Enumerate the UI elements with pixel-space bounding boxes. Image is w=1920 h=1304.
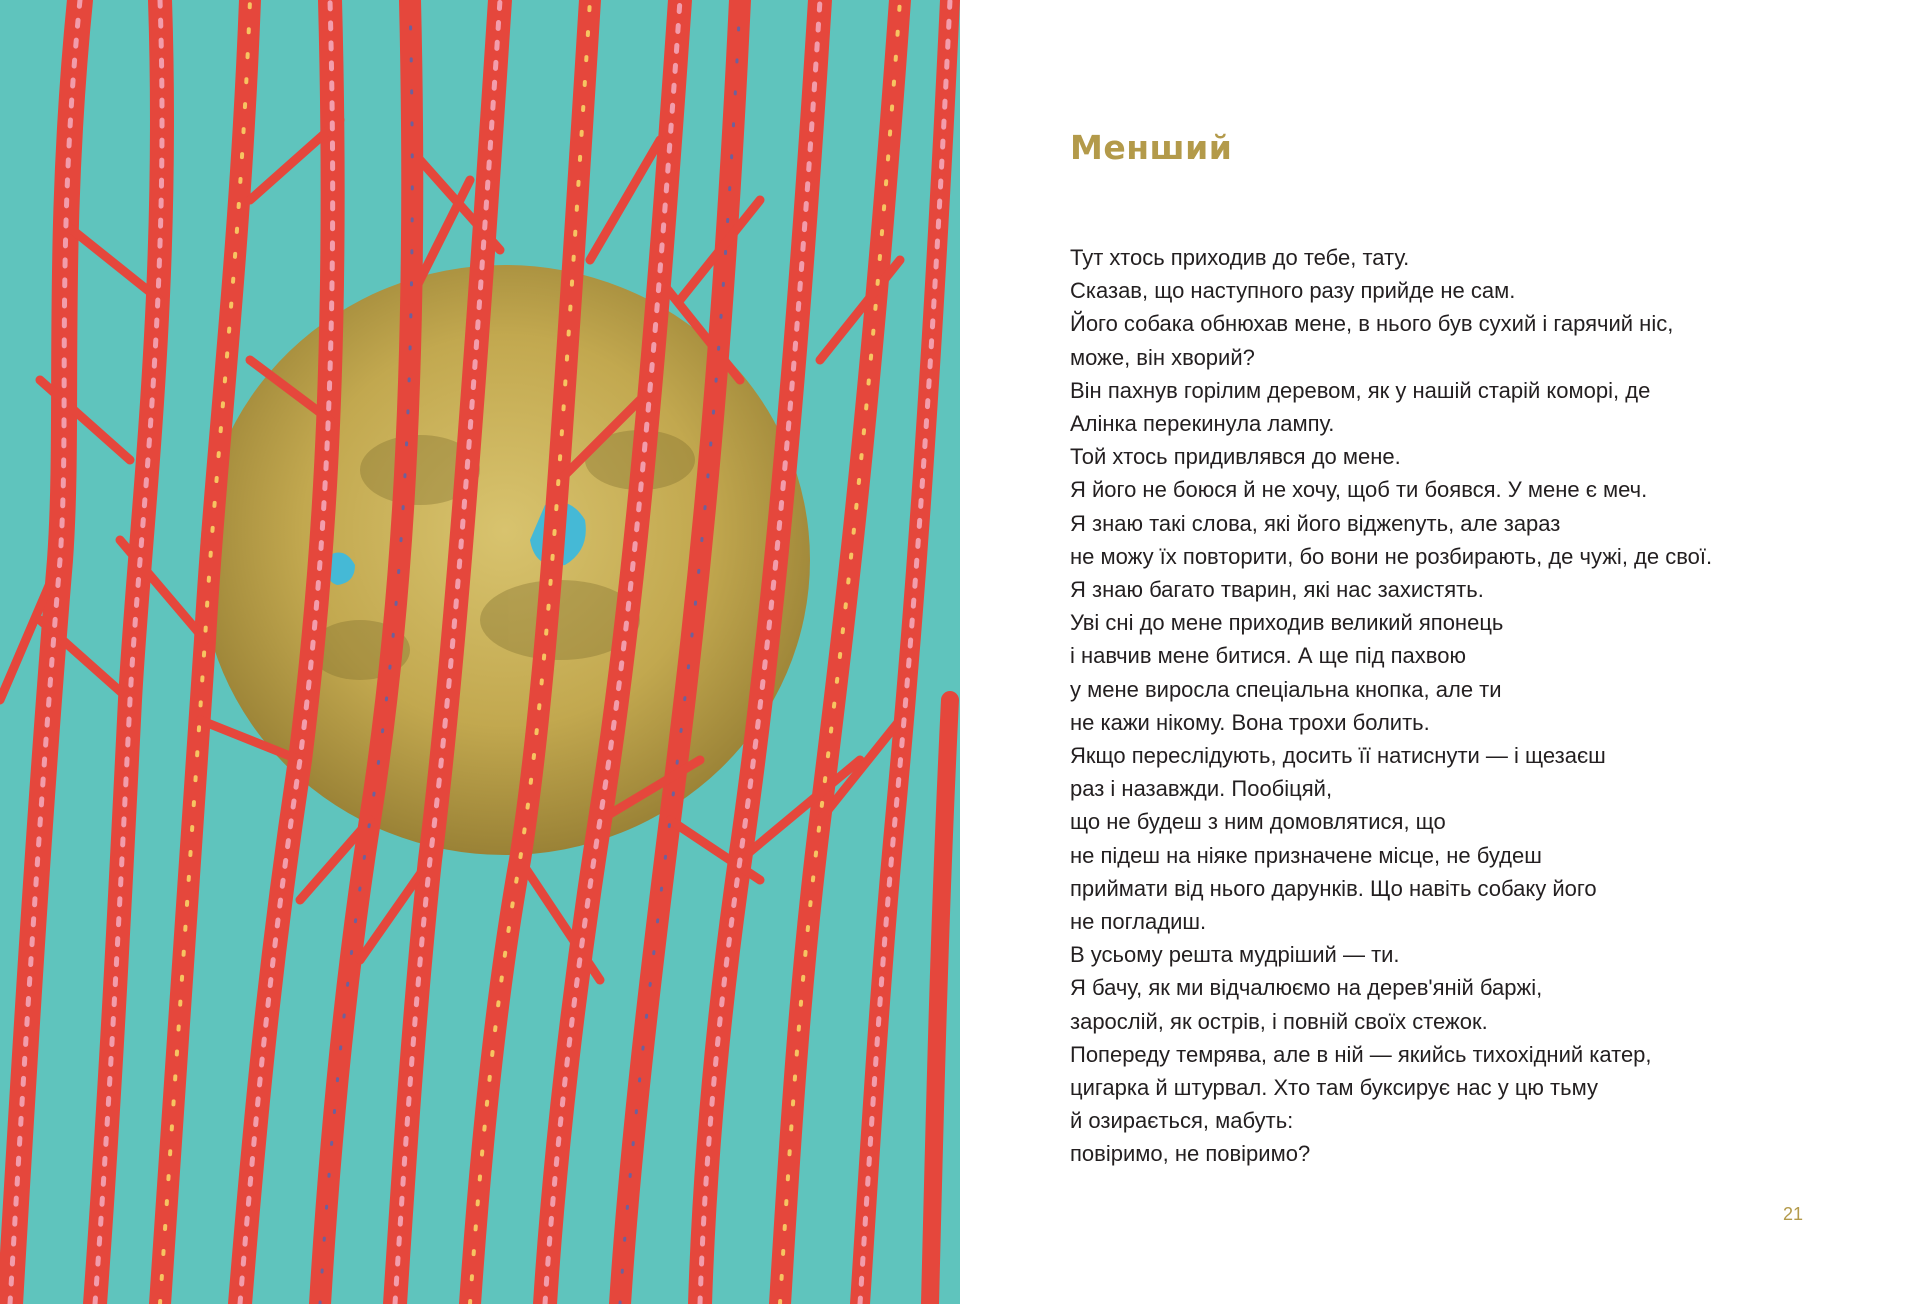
poem-line: Я його не боюся й не хочу, щоб ти боявся. У мене є меч. [1070,477,1648,503]
poem-line: не підеш на ніяке призначене місце, не будеш [1070,842,1542,868]
poem-line: Уві сні до мене приходив великий японець [1070,610,1504,636]
poem-body [1070,241,1830,1171]
page-number: 21 [1783,1204,1804,1224]
poem-line: Його собака обнюхав мене, в нього був сухий і гарячий ніс, [1070,311,1674,337]
poem-line: Той хтось придивлявся до мене. [1070,444,1401,470]
poem-line: не погладиш. [1070,909,1207,935]
poem-line: Тут хтось приходив до тебе, тату. [1070,245,1410,270]
poem-line: Він пахнув горілим деревом, як у нашій старій коморі, де [1070,377,1651,403]
poem-line: Попереду темрява, але в ній — якийсь тихохідний катер, [1070,1041,1652,1067]
poem-line: не можу їх повторити, бо вони не розбирають, де чужі, де свої. [1070,543,1713,569]
poem-line: Я знаю такі слова, які його віджenуть, але зараз [1070,510,1561,536]
poem-line: у мене виросла спеціальна кнопка, але ти [1070,676,1502,702]
poem-title: Менший [1070,128,1233,167]
poem-line: і навчив мене битися. А ще під пахвою [1070,643,1466,669]
poem-line: зарослій, як острів, і повній своїх стежок. [1070,1008,1488,1034]
poem-line: повіримо, не повіримо? [1070,1141,1311,1167]
poem-line: не кажи нікому. Вона трохи болить. [1070,709,1430,735]
poem-line: Якщо переслідують, досить її натиснути — і щезаєш [1070,743,1606,769]
poem-line: й озирається, мабуть: [1070,1108,1294,1134]
text-page [960,0,1920,1304]
poem-line: В усьому решта мудріший — ти. [1070,942,1400,968]
poem-line: приймати від нього дарунків. Що навіть собаку його [1070,875,1597,901]
poem-line: раз і назавжди. Пообіцяй, [1070,776,1333,802]
poem-line: що не будеш з ним домовлятися, що [1070,809,1446,835]
poem-line: цигарка й штурвал. Хто там буксирує нас у цю тьму [1070,1075,1598,1101]
poem-line: може, він хворий? [1070,344,1255,370]
poem-line: Сказав, що наступного разу прийде не сам. [1070,278,1516,304]
poem-line: Я знаю багато тварин, які нас захистять. [1070,577,1484,603]
poem-line: Я бачу, як ми відчалюємо на дерев'яній баржі, [1070,975,1543,1001]
poem-line: Алінка перекинула лампу. [1070,411,1335,437]
